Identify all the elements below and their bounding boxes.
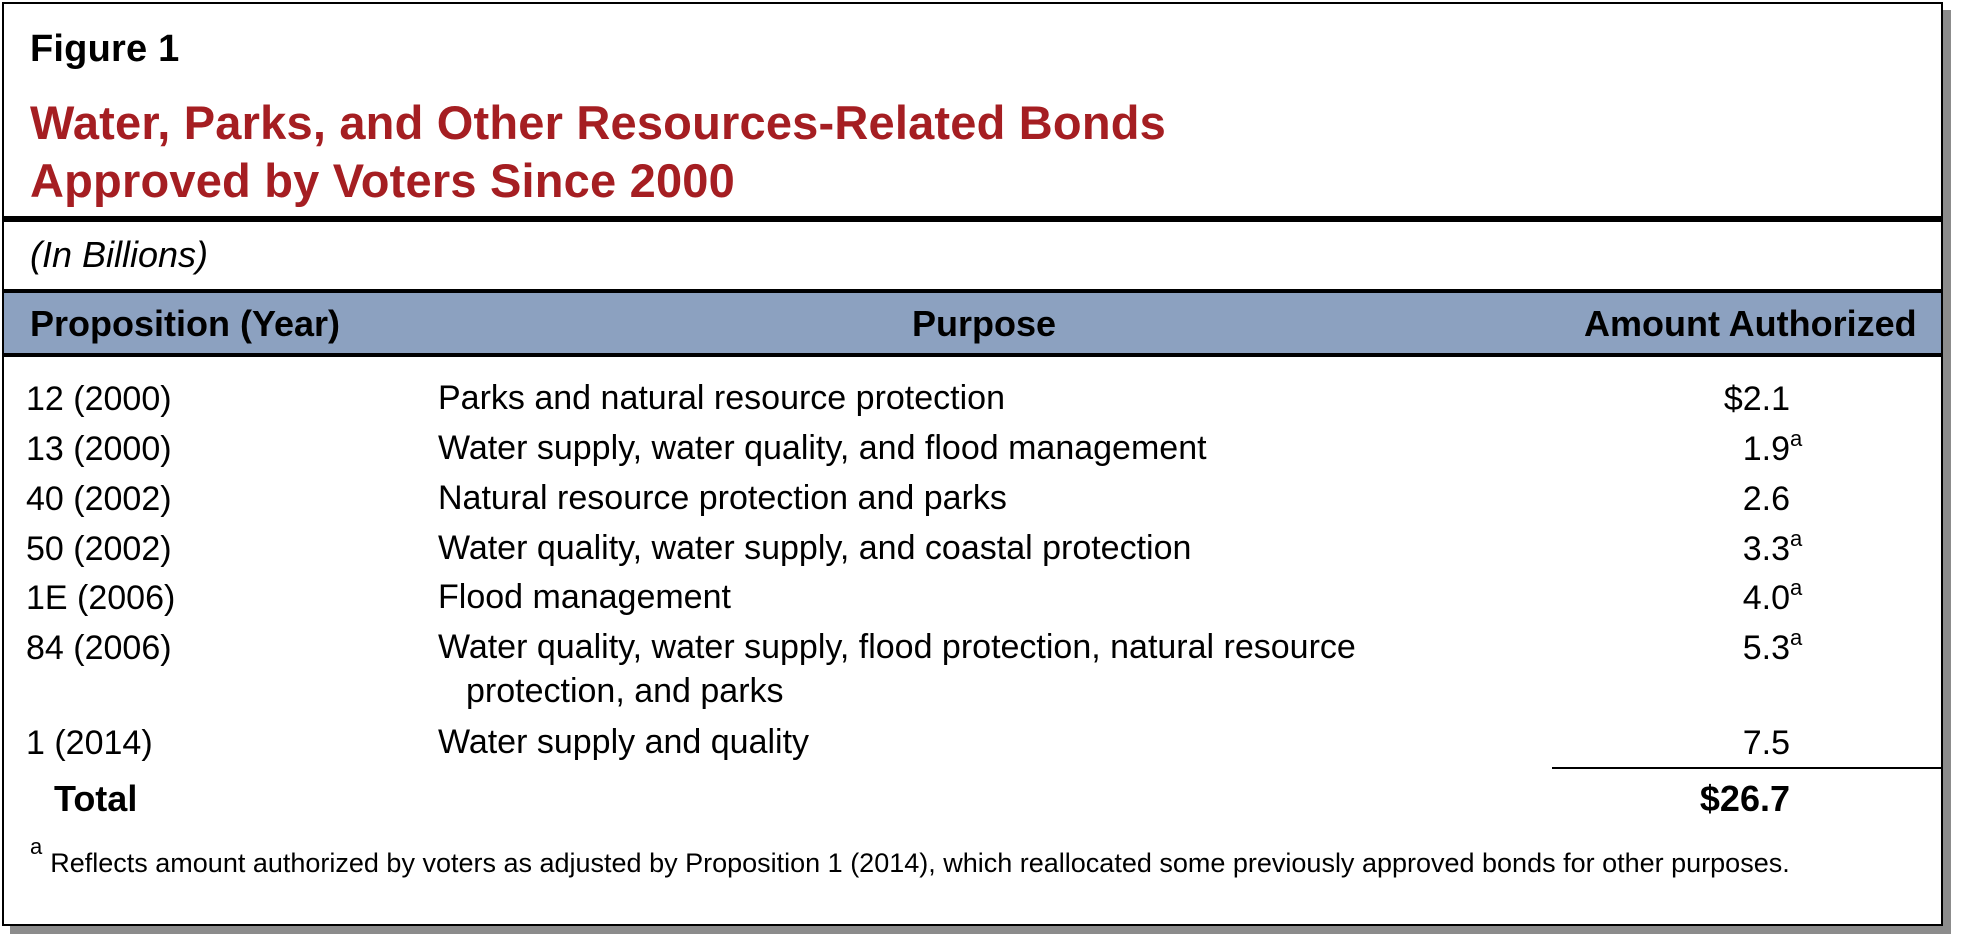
- header-proposition: Proposition (Year): [30, 303, 341, 344]
- proposition-cell: 50 (2002): [26, 530, 172, 568]
- purpose-cell: [438, 625, 1498, 713]
- total-divider: [1552, 767, 1943, 769]
- footnote: [30, 834, 1790, 879]
- footnote-text: Reflects amount authorized by voters as adjusted by Proposition 1 (2014), which reallocated some previously approved bonds for other purposes.: [50, 848, 1790, 878]
- amount-cell: [1720, 575, 1803, 618]
- purpose-cell: Flood management: [438, 578, 731, 616]
- proposition-cell: 13 (2000): [26, 430, 172, 468]
- amount-cell: [1720, 724, 1790, 763]
- footnote-marker: a: [1790, 575, 1803, 600]
- amount-cell: [1720, 480, 1790, 519]
- amount-value: $2.1: [1723, 380, 1790, 418]
- purpose-cell: Water quality, water supply, and coastal protection: [438, 529, 1192, 567]
- figure-title-line-1: Water, Parks, and Other Resources-Related Bonds: [30, 96, 1166, 149]
- amount-value: 5.3: [1742, 629, 1790, 667]
- amount-value: 7.5: [1742, 724, 1790, 762]
- purpose-cell: Parks and natural resource protection: [438, 379, 1005, 417]
- proposition-cell: 40 (2002): [26, 480, 172, 518]
- amount-cell: [1720, 426, 1803, 469]
- amount-value: 3.3: [1742, 530, 1790, 568]
- figure-panel: [2, 2, 1943, 926]
- units-note: (In Billions): [30, 234, 209, 275]
- figure-label: Figure 1: [30, 28, 180, 70]
- amount-cell: [1720, 380, 1790, 419]
- purpose-line-1: Water quality, water supply, flood protection, natural resource: [438, 628, 1356, 666]
- purpose-cell: Water supply and quality: [438, 723, 810, 761]
- figure-title: [30, 94, 1166, 210]
- footnote-marker: a: [30, 834, 43, 859]
- title-divider: [4, 216, 1941, 222]
- amount-cell: [1720, 625, 1803, 668]
- proposition-cell: 1E (2006): [26, 579, 176, 617]
- purpose-line-2: protection, and parks: [466, 672, 784, 710]
- table-header: [4, 289, 1941, 357]
- amount-value: 4.0: [1742, 579, 1790, 617]
- purpose-cell: Natural resource protection and parks: [438, 479, 1007, 517]
- amount-value: 2.6: [1742, 480, 1790, 518]
- total-amount: $26.7: [1699, 778, 1790, 819]
- header-amount: Amount Authorized: [1584, 303, 1917, 344]
- purpose-cell: Water supply, water quality, and flood management: [438, 429, 1207, 467]
- footnote-marker: a: [1790, 426, 1803, 451]
- amount-cell: [1720, 526, 1803, 569]
- proposition-cell: 1 (2014): [26, 724, 153, 762]
- proposition-cell: 84 (2006): [26, 629, 172, 667]
- footnote-marker: a: [1790, 526, 1803, 551]
- proposition-cell: 12 (2000): [26, 380, 172, 418]
- total-label: Total: [54, 778, 138, 819]
- amount-value: 1.9: [1742, 430, 1790, 468]
- figure-title-line-2: Approved by Voters Since 2000: [30, 154, 735, 207]
- header-purpose: Purpose: [912, 303, 1057, 344]
- footnote-marker: a: [1790, 625, 1803, 650]
